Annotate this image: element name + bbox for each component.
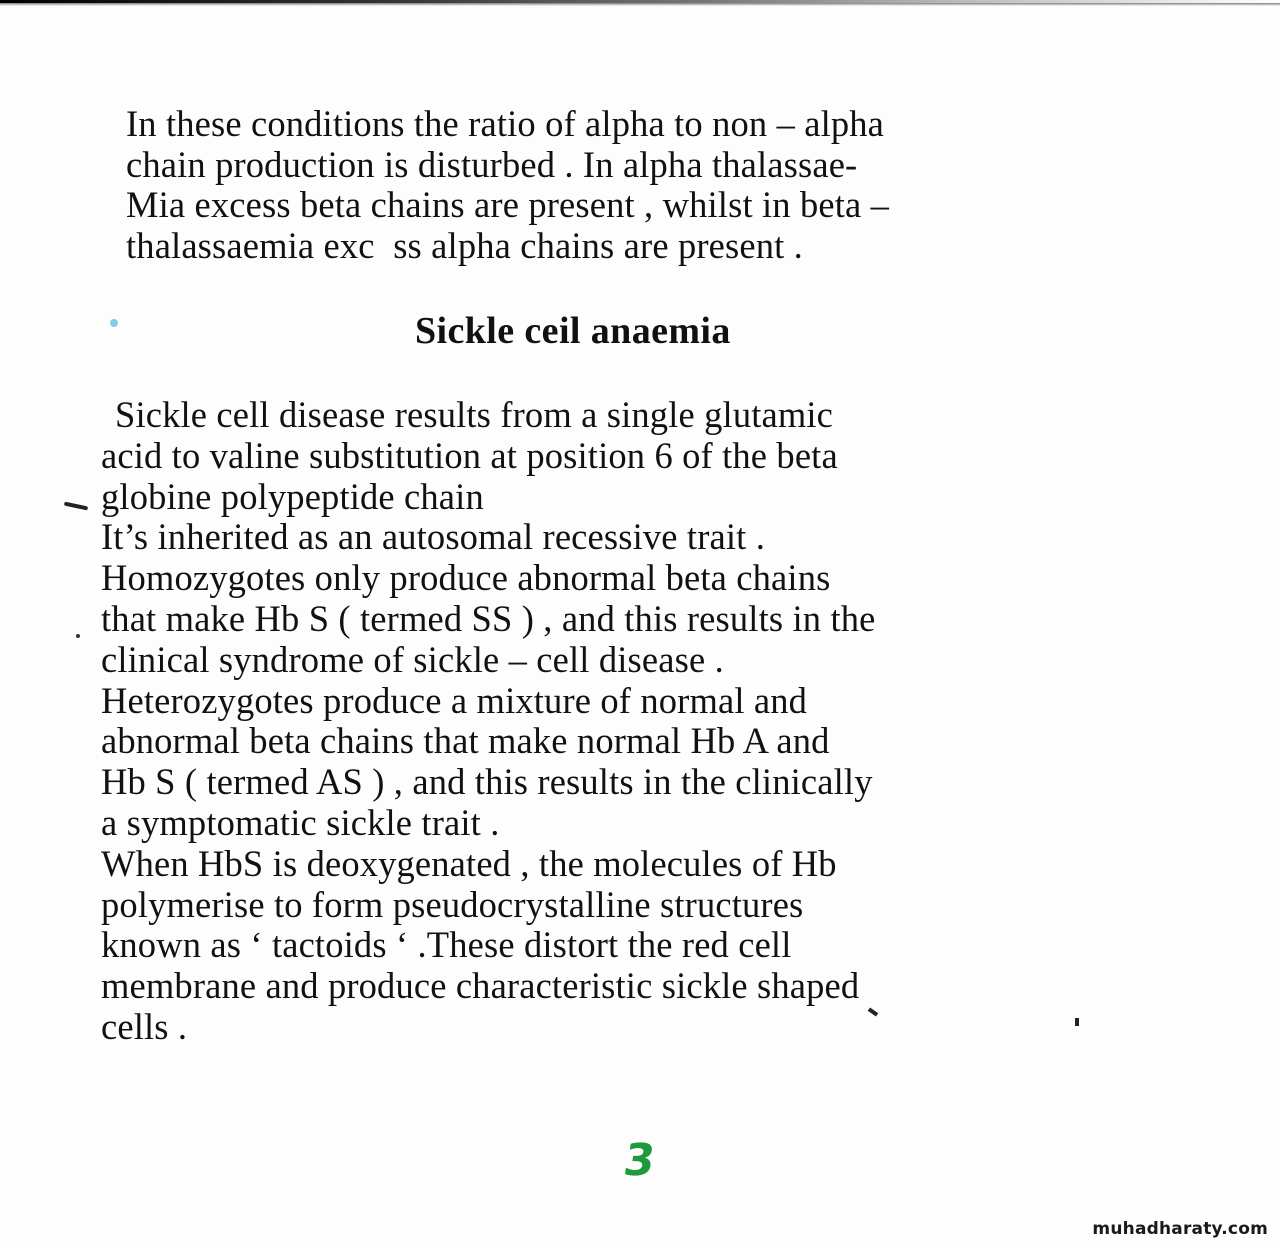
text-line: Mia excess beta chains are present , whilst in beta – <box>126 184 890 225</box>
text-line: acid to valine substitution at position 6 of the beta <box>101 434 838 476</box>
text-line: When HbS is deoxygenated , the molecules of Hb <box>101 842 837 884</box>
text-line: known as ‘ tactoids ‘ .These distort the red cell <box>101 924 792 966</box>
text-line: thalassaemia exc ss alpha chains are present . <box>126 224 803 266</box>
margin-dash-mark <box>64 502 88 511</box>
body-paragraph <box>101 395 876 1048</box>
page-number: 3 <box>620 1135 659 1186</box>
scan-speck <box>76 634 80 638</box>
text-line: Sickle cell disease results from a single glutamic <box>115 394 834 435</box>
intro-paragraph <box>126 104 889 266</box>
scan-speck <box>1075 1018 1079 1026</box>
text-line: a symptomatic sickle trait . <box>101 801 500 843</box>
text-line: chain production is disturbed . In alpha thalassae- <box>126 143 858 185</box>
text-line: Homozygotes only produce abnormal beta chains <box>101 557 831 599</box>
text-line: Hb S ( termed AS ) , and this results in the clinically <box>101 761 873 803</box>
text-line: clinical syndrome of sickle – cell disease . <box>101 638 724 680</box>
text-line: abnormal beta chains that make normal Hb A and <box>101 720 830 762</box>
text-line: cells . <box>101 1005 188 1047</box>
scan-top-edge <box>0 0 1280 6</box>
section-heading: Sickle ceil anaemia <box>415 310 731 352</box>
text-line: In these conditions the ratio of alpha to non – alpha <box>126 103 885 144</box>
text-line: globine polypeptide chain <box>101 475 484 517</box>
site-watermark: muhadharaty.com <box>1092 1219 1268 1239</box>
scan-speck <box>110 319 118 327</box>
text-line: Heterozygotes produce a mixture of normal and <box>101 679 808 721</box>
text-line: polymerise to form pseudocrystalline structures <box>101 883 804 925</box>
text-line: It’s inherited as an autosomal recessive trait . <box>101 516 765 558</box>
text-line: membrane and produce characteristic sickle shaped <box>101 965 860 1007</box>
text-line: that make Hb S ( termed SS ) , and this results in the <box>101 597 876 639</box>
